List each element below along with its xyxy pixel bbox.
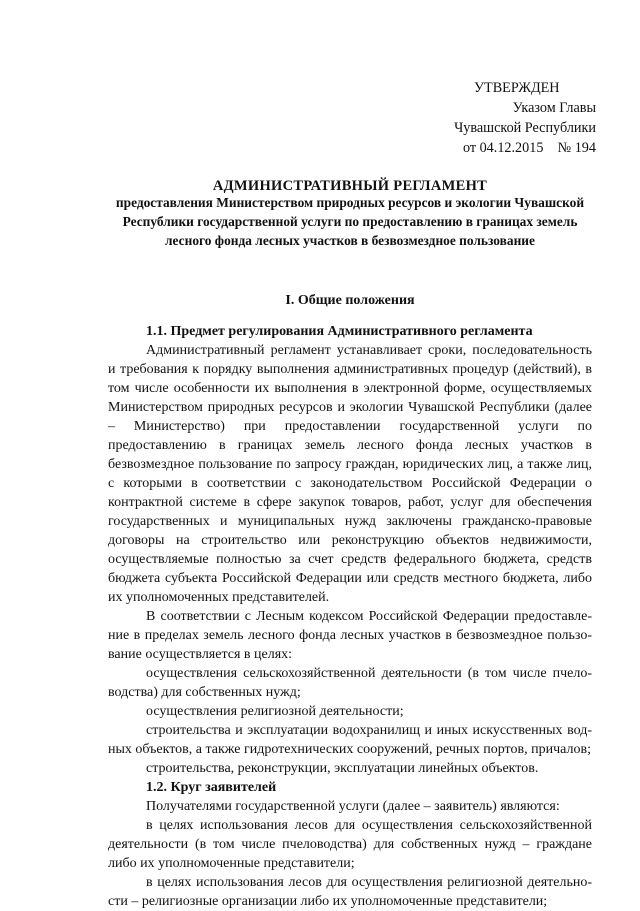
approval-title: УТВЕРЖДЕН <box>474 80 560 96</box>
document-title: АДМИНИСТРАТИВНЫЙ РЕГЛАМЕНТ <box>212 178 488 194</box>
document-subtitle: предоставления Министерством природных ресурсов и экологии Чувашской Республики государственной услуги по предоставлению в границах земель лесного фонда лесных участков в безвозмездное пользование <box>115 195 585 248</box>
approval-line-republic: Чувашской Республики <box>454 120 596 136</box>
paragraph: в целях использования лесов для осуществления сельскохозяйственной деятельности (в том числе пчеловодства) для собственных нужд – граждане либо их уполномоченные представители; <box>108 818 592 871</box>
paragraph: в целях использования лесов для осуществления религиозной деятельности – религиозные организации либо их уполномоченные представители; <box>108 875 592 909</box>
paragraph: осуществления религиозной деятельности; <box>146 704 404 719</box>
paragraph: Получателями государственной услуги (далее – заявитель) являются: <box>146 799 560 814</box>
paragraph: Административный регламент устанавливает сроки, последовательность и требования к порядку выполнения административных процедур (действий), в том числе особенности их выполнения в электронной форме, осуществляемых Министерством природных ресурсов и экологии Чувашской Республики (далее – Министерство) при предоставлении государственной услуги по предоставлению в границах земель лесного фонда лесных участков в безвозмездное пользование по запросу граждан, юридических лиц, а также лиц, с которыми в соответствии с законодательством Российской Федерации о контрактной системе в сфере закупок товаров, работ, услуг для обеспечения государственных и муниципальных нужд заключены гражданско-правовые договоры на строительство или реконструкцию объектов недвижимости, осуществляемые полностью за счет средств федерального бюджета, средств бюджета субъекта Российской Федерации или средств местного бюджета, либо их уполномоченных представителей. <box>108 343 592 605</box>
paragraph: В соответствии с Лесным кодексом Российской Федерации предоставление в пределах земель лесного фонда лесных участков в безвозмездное пользование осуществляется в целях: <box>108 609 592 662</box>
document-body <box>108 322 592 911</box>
subsection-heading-1-1: 1.1. Предмет регулирования Административного регламента <box>146 324 533 339</box>
approval-line-decree: Указом Главы <box>512 100 596 116</box>
paragraph: осуществления сельскохозяйственной деятельности (в том числе пчеловодства) для собственных нужд; <box>108 666 592 700</box>
approval-line-date: от 04.12.2015 № 194 <box>462 140 596 156</box>
section-heading: I. Общие положения <box>285 293 415 308</box>
paragraph: строительства и эксплуатации водохранилищ и иных искусственных водных объектов, а также гидротехнических сооружений, речных портов, причалов; <box>108 723 592 757</box>
approval-stamp <box>436 78 596 158</box>
paragraph: строительства, реконструкции, эксплуатации линейных объектов. <box>146 761 539 776</box>
subsection-heading-1-2: 1.2. Круг заявителей <box>146 780 277 795</box>
